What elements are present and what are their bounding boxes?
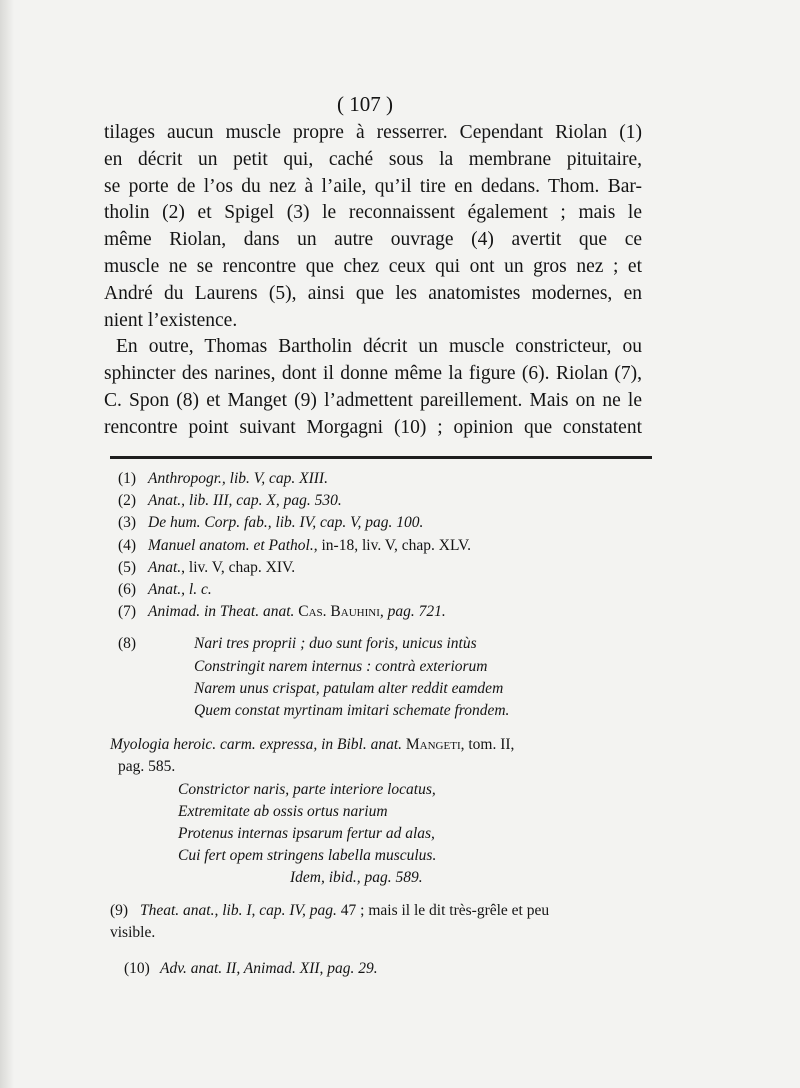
body-text [104,120,642,442]
verse-line: Quem constat myrtinam imitari schemate frondem. [194,702,510,720]
footnote-8 [110,633,658,889]
body-line: En outre, Thomas Bartholin décrit un muscle constricteur, ou [116,336,642,358]
body-line: rencontre point suivant Morgagni (10) ; opinion que constatent [104,416,642,438]
body-line: tholin (2) et Spigel (3) le reconnaissent également ; mais le [104,202,642,224]
body-line: C. Spon (8) et Manget (9) l’admettent pareillement. Mais on ne le [104,389,642,411]
body-line: André du Laurens (5), ainsi que les anatomistes modernes, en [104,282,642,304]
citation-idem: Idem, ibid., pag. 589. [290,869,423,887]
verse-line: Protenus internas ipsarum fertur ad alas, [178,825,435,843]
body-line: en décrit un petit qui, caché sous la membrane pituitaire, [104,148,642,170]
verse-line: (8) Nari tres proprii ; duo sunt foris, unicus intùs [118,635,477,653]
verse-line: Constrictor naris, parte interiore locatus, [178,780,436,798]
body-line: muscle ne se rencontre que chez ceux qui ont un gros nez ; et [104,255,642,277]
footnote-9: (9) Theat. anat., lib. I, cap. IV, pag. 47 ; mais il le dit très-grêle et peu [110,901,550,919]
footnote-5: (5) Anat., liv. V, chap. XIV. [118,558,296,576]
body-line: tilages aucun muscle propre à resserrer. Cependant Riolan (1) [104,122,642,143]
verse-line: Narem unus crispat, patulam alter reddit eamdem [194,679,504,697]
footnote-7: (7) Animad. in Theat. anat. Cas. Bauhini, pag. 721. [118,603,446,621]
footnotes [110,468,658,980]
verse-line: Cui fert opem stringens labella musculus. [178,847,437,865]
footnote-3: (3) De hum. Corp. fab., lib. IV, cap. V, pag. 100. [118,514,424,532]
body-line: même Riolan, dans un autre ouvrage (4) avertit que ce [104,229,642,251]
verse-line: Constringit narem internus : contrà exteriorum [194,657,488,675]
verse-line: Extremitate ab ossis ortus narium [178,802,388,820]
footnote-6: (6) Anat., l. c. [118,581,212,599]
body-line: se porte de l’os du nez à l’aile, qu’il tire en dedans. Thom. Bar- [104,175,642,197]
page-number: ( 107 ) [337,92,393,116]
footnote-10: (10) Adv. anat. II, Animad. XII, pag. 29. [124,960,378,978]
body-line: nient l’existence. [104,309,238,331]
footnote-2: (2) Anat., lib. III, cap. X, pag. 530. [118,492,342,510]
footnote-separator-rule [110,456,652,459]
body-line: sphincter des narines, dont il donne même la figure (6). Riolan (7), [104,363,642,385]
footnote-9-continuation: visible. [110,923,156,941]
citation-line: Myologia heroic. carm. expressa, in Bibl. anat. Mangeti, tom. II, [110,736,515,754]
footnote-1: (1) Anthropogr., lib. V, cap. XIII. [118,470,328,487]
page-edge-shadow [0,0,14,1088]
citation-page: pag. 585. [118,758,176,776]
footnote-4: (4) Manuel anatom. et Pathol., in-18, liv. V, chap. XLV. [118,536,472,554]
